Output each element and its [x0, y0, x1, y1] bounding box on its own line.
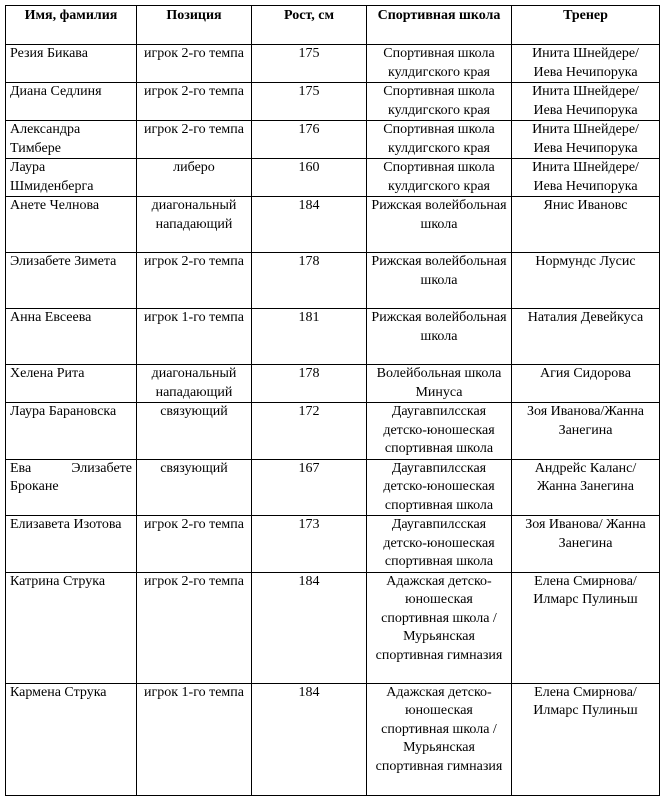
cell-height: 184: [252, 683, 367, 795]
cell-coach: Инита Шнейдере/ Иева Нечипорука: [512, 83, 660, 121]
cell-position: игрок 2-го темпа: [137, 572, 252, 683]
cell-height: 175: [252, 83, 367, 121]
cell-school: Даугавпилсская детско-юношеская спортивная школа: [367, 403, 512, 460]
cell-name: Анна Евсеева: [6, 309, 137, 365]
cell-school: Спортивная школа кулдигского края: [367, 45, 512, 83]
cell-school: Спортивная школа кулдигского края: [367, 83, 512, 121]
cell-coach: Зоя Иванова/Жанна Занегина: [512, 403, 660, 460]
cell-school: Адажская детско-юношеская спортивная школа /Мурьянская спортивная гимназия: [367, 683, 512, 795]
cell-height: 184: [252, 572, 367, 683]
cell-coach: Андрейс Каланс/ Жанна Занегина: [512, 459, 660, 516]
cell-coach: Янис Ивановс: [512, 197, 660, 253]
cell-height: 176: [252, 121, 367, 159]
cell-name: Кармена Струка: [6, 683, 137, 795]
cell-height: 175: [252, 45, 367, 83]
table-row: [6, 121, 660, 159]
cell-height: 172: [252, 403, 367, 460]
cell-school: Рижская волейбольная школа: [367, 253, 512, 309]
table-body: [6, 45, 660, 796]
cell-name: Хелена Рита: [6, 365, 137, 403]
cell-coach: Елена Смирнова/ Илмарс Пулиньш: [512, 572, 660, 683]
cell-position: игрок 1-го темпа: [137, 683, 252, 795]
table-row: [6, 159, 660, 197]
cell-position: диагональный нападающий: [137, 365, 252, 403]
cell-position: либеро: [137, 159, 252, 197]
table-row: [6, 83, 660, 121]
cell-position: игрок 2-го темпа: [137, 516, 252, 573]
cell-coach: Инита Шнейдере/ Иева Нечипорука: [512, 159, 660, 197]
cell-coach: Нормундс Лусис: [512, 253, 660, 309]
table-row: [6, 403, 660, 460]
cell-name: Элизабете Зимета: [6, 253, 137, 309]
cell-height: 178: [252, 365, 367, 403]
cell-coach: Агия Сидорова: [512, 365, 660, 403]
cell-name: Александра Тимбере: [6, 121, 137, 159]
table-row: [6, 683, 660, 795]
table-row: [6, 253, 660, 309]
cell-height: 178: [252, 253, 367, 309]
cell-school: Спортивная школа кулдигского края: [367, 159, 512, 197]
cell-school: Адажская детско-юношеская спортивная школа /Мурьянская спортивная гимназия: [367, 572, 512, 683]
cell-name: Диана Седлиня: [6, 83, 137, 121]
cell-school: Рижская волейбольная школа: [367, 197, 512, 253]
cell-position: связующий: [137, 403, 252, 460]
header-position: Позиция: [137, 6, 252, 45]
cell-school: Спортивная школа кулдигского края: [367, 121, 512, 159]
cell-name: Резия Бикава: [6, 45, 137, 83]
cell-school: Даугавпилсская детско-юношеская спортивная школа: [367, 459, 512, 516]
cell-coach: Инита Шнейдере/ Иева Нечипорука: [512, 45, 660, 83]
table-row: [6, 45, 660, 83]
table-row: [6, 197, 660, 253]
cell-position: игрок 2-го темпа: [137, 121, 252, 159]
cell-coach: Елена Смирнова/ Илмарс Пулиньш: [512, 683, 660, 795]
cell-position: игрок 1-го темпа: [137, 309, 252, 365]
cell-coach: Зоя Иванова/ Жанна Занегина: [512, 516, 660, 573]
cell-name: Катрина Струка: [6, 572, 137, 683]
header-coach: Тренер: [512, 6, 660, 45]
header-height: Рост, см: [252, 6, 367, 45]
cell-school: Даугавпилсская детско-юношеская спортивная школа: [367, 516, 512, 573]
cell-height: 184: [252, 197, 367, 253]
cell-position: связующий: [137, 459, 252, 516]
cell-school: Волейбольная школа Минуса: [367, 365, 512, 403]
cell-position: игрок 2-го темпа: [137, 83, 252, 121]
cell-name: Лаура Барановска: [6, 403, 137, 460]
cell-name: Елизавета Изотова: [6, 516, 137, 573]
cell-coach: Инита Шнейдере/ Иева Нечипорука: [512, 121, 660, 159]
cell-school: Рижская волейбольная школа: [367, 309, 512, 365]
table-row: [6, 516, 660, 573]
table-row: [6, 572, 660, 683]
cell-position: игрок 2-го темпа: [137, 45, 252, 83]
table-header: [6, 6, 660, 45]
header-name: Имя, фамилия: [6, 6, 137, 45]
cell-name: Ева Элизабете Брокане: [6, 459, 137, 516]
cell-name: Анете Челнова: [6, 197, 137, 253]
cell-height: 167: [252, 459, 367, 516]
cell-coach: Наталия Девейкуса: [512, 309, 660, 365]
cell-position: игрок 2-го темпа: [137, 253, 252, 309]
header-row: [6, 6, 660, 45]
cell-name: Лаура Шмиденберга: [6, 159, 137, 197]
cell-height: 160: [252, 159, 367, 197]
header-school: Спортивная школа: [367, 6, 512, 45]
cell-position: диагональный нападающий: [137, 197, 252, 253]
cell-height: 173: [252, 516, 367, 573]
table-row: [6, 365, 660, 403]
players-table: [5, 5, 660, 796]
table-row: [6, 459, 660, 516]
cell-height: 181: [252, 309, 367, 365]
table-row: [6, 309, 660, 365]
